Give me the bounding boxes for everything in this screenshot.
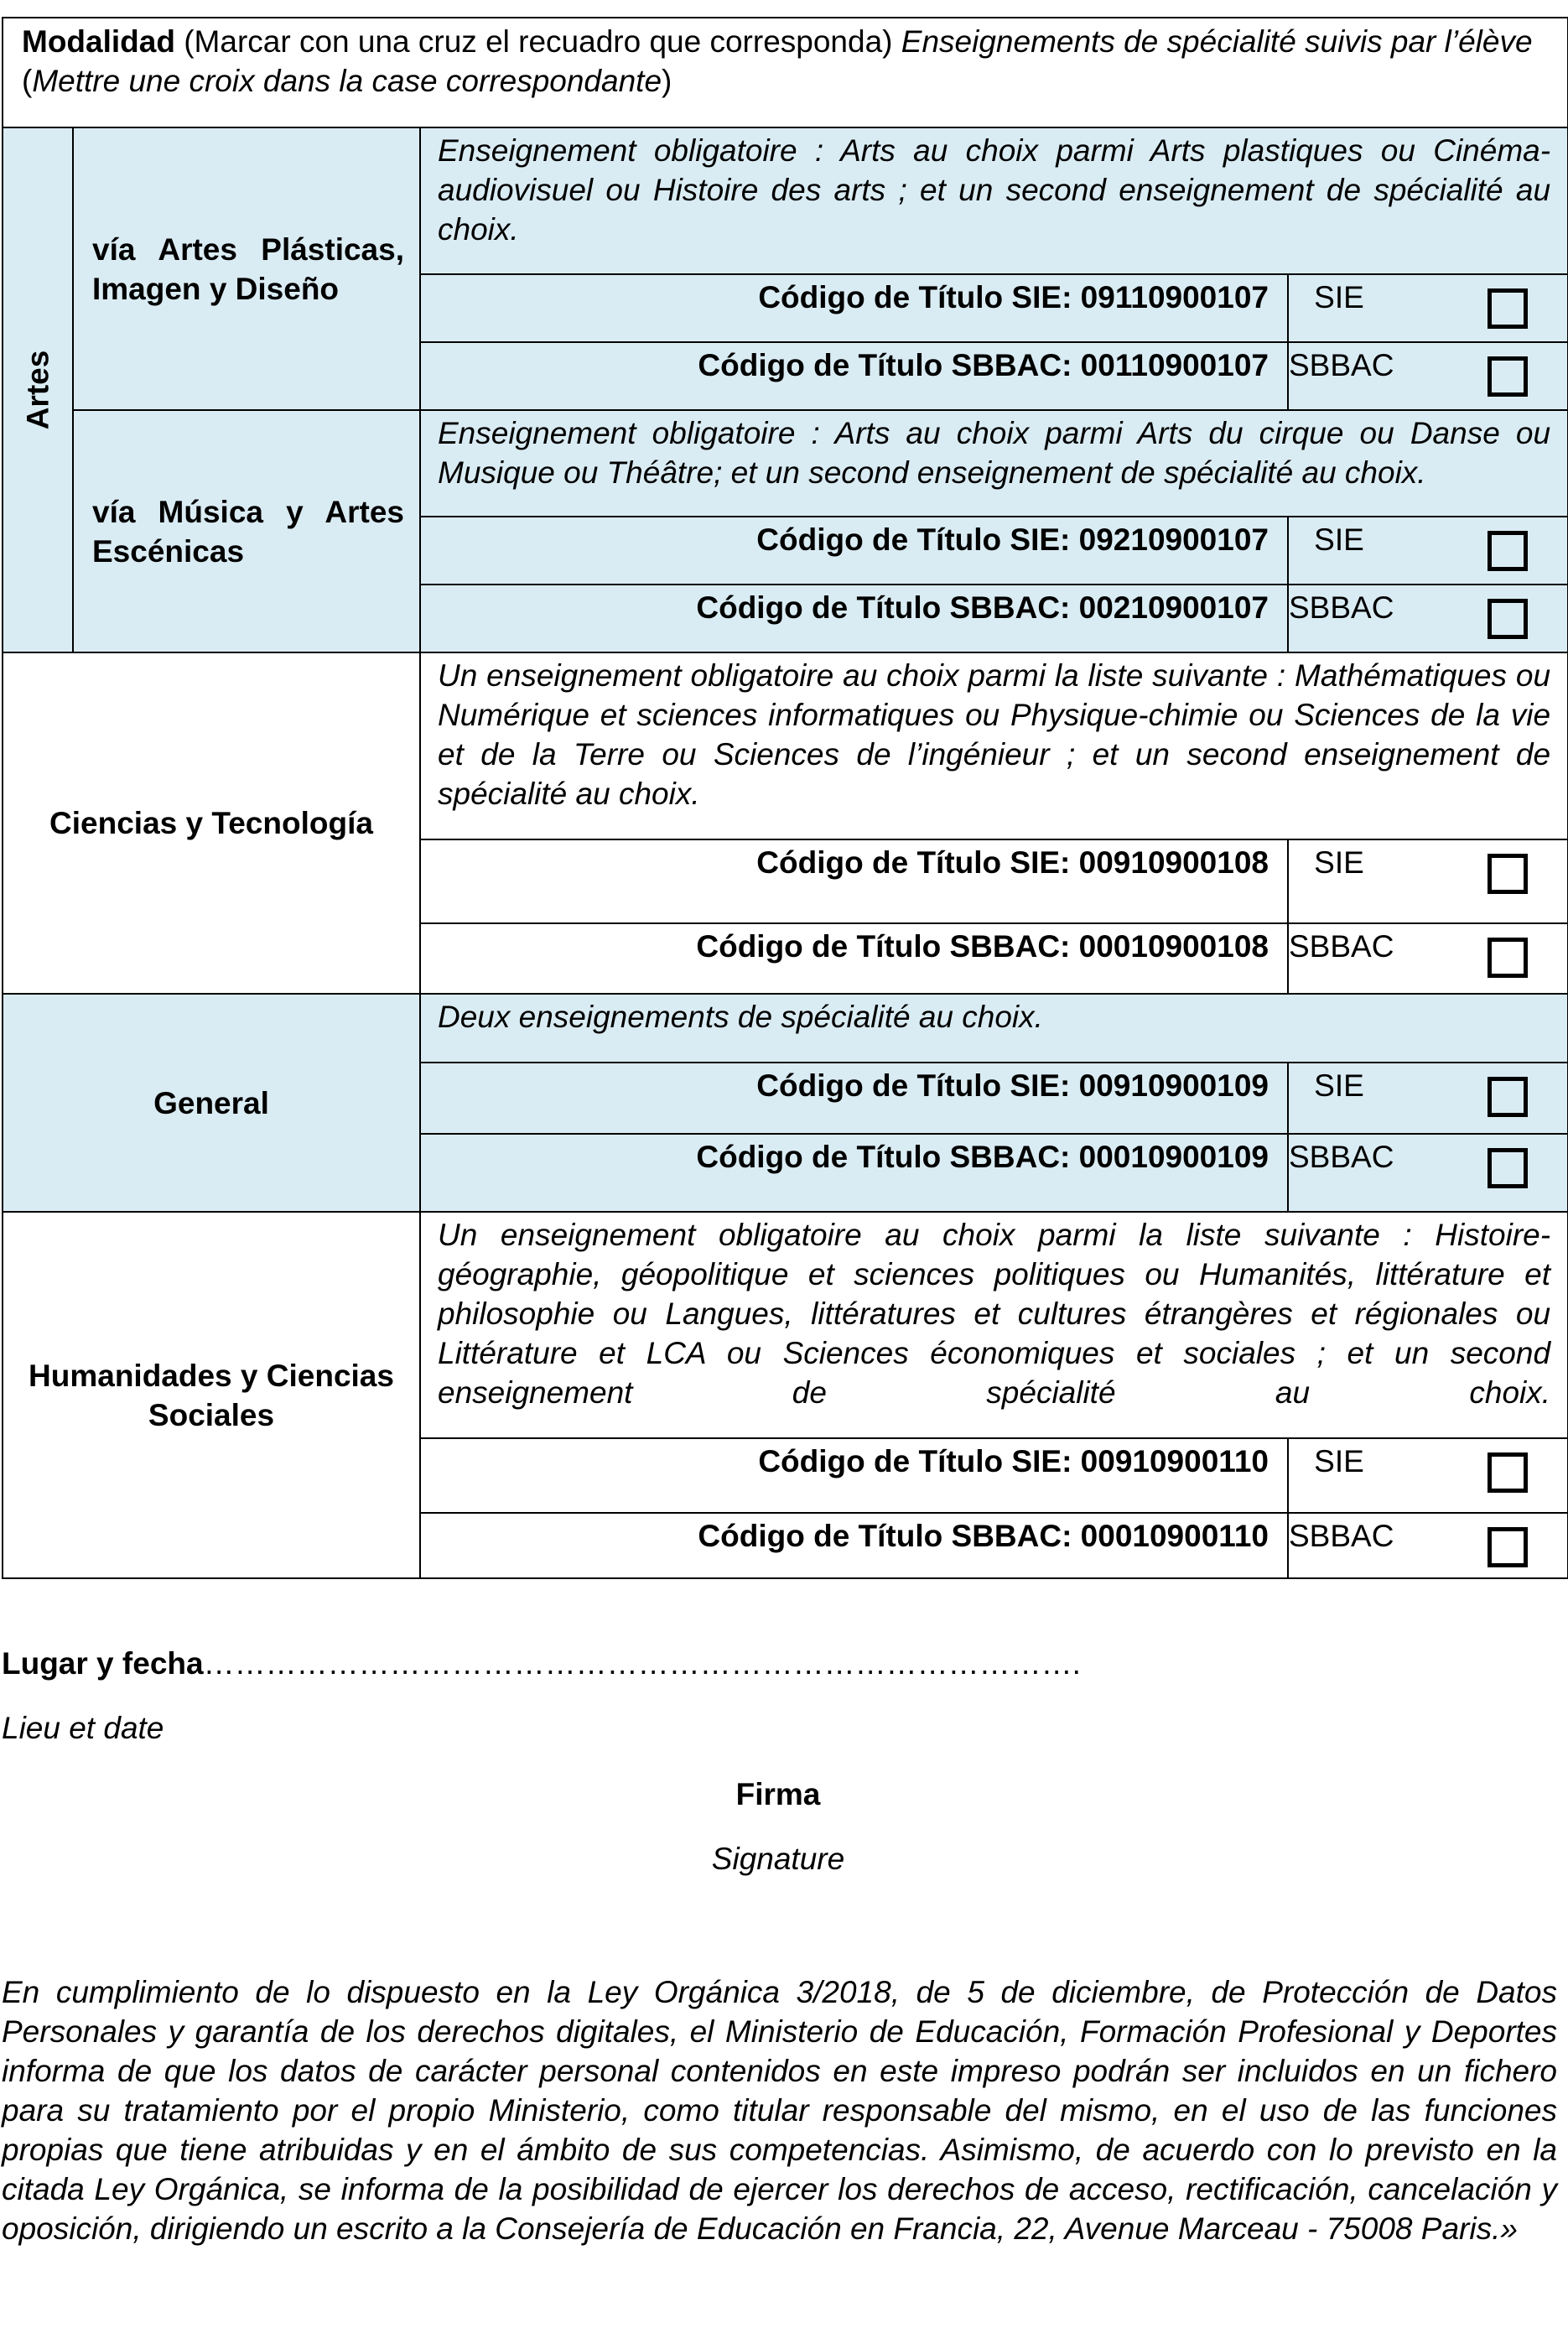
sie-label: SIE: [1314, 1444, 1364, 1478]
humanidades-sbbac-code: Código de Título SBBAC: 00010900110: [420, 1513, 1288, 1578]
artes-plasticas-name: vía Artes Plásticas, Imagen y Diseño: [73, 127, 420, 410]
fr-paren-open: (: [22, 64, 33, 98]
modalidad-table: [2, 17, 1568, 1579]
sie-label: SIE: [1314, 1068, 1364, 1103]
ciencias-description: Un enseignement obligatoire au choix parmi la liste suivante : Mathématiques ou Numérique et sciences informatiques ou Physique-chimie ou Sciences de la vie et de la Terre ou Sciences de l’ingénieur ; et un second enseignement de spécialité au choix.: [420, 652, 1568, 839]
sie-label: SIE: [1314, 845, 1364, 880]
sbbac-label: SBBAC: [1289, 1140, 1394, 1174]
general-sbbac-checkbox[interactable]: [1488, 1148, 1528, 1188]
artes-plasticas-sbbac-option: [1288, 342, 1568, 410]
artes-musica-sie-checkbox[interactable]: [1488, 531, 1528, 571]
artes-plasticas-sie-code: Código de Título SIE: 09110900107: [420, 274, 1288, 342]
sbbac-label: SBBAC: [1289, 590, 1394, 625]
lieu-date-label: Lieu et date: [2, 1711, 164, 1745]
artes-group-cell: [3, 127, 73, 652]
signature-label: Signature: [711, 1842, 845, 1876]
general-name: General: [3, 994, 420, 1212]
artes-musica-sie-option: [1288, 517, 1568, 585]
lugar-dots: ………………………………………………………………………….: [203, 1646, 1081, 1681]
sbbac-label: SBBAC: [1289, 1519, 1394, 1553]
lugar-label: Lugar y fecha: [2, 1646, 204, 1681]
general-sie-option: [1288, 1063, 1568, 1134]
humanidades-sbbac-option: [1288, 1513, 1568, 1578]
artes-musica-sbbac-code: Código de Título SBBAC: 00210900107: [420, 585, 1288, 652]
humanidades-sie-checkbox[interactable]: [1488, 1452, 1528, 1493]
artes-musica-description: Enseignement obligatoire : Arts au choix parmi Arts du cirque ou Danse ou Musique ou Théâtre; et un second enseignement de spécialité au choix.: [420, 410, 1568, 517]
sie-label: SIE: [1314, 522, 1364, 557]
sbbac-label: SBBAC: [1289, 929, 1394, 964]
ciencias-name: Ciencias y Tecnología: [3, 652, 420, 994]
ciencias-sie-option: [1288, 839, 1568, 923]
table-header: [3, 18, 1568, 127]
sie-label: SIE: [1314, 280, 1364, 314]
artes-musica-sie-code: Código de Título SIE: 09210900107: [420, 517, 1288, 585]
sbbac-label: SBBAC: [1289, 348, 1394, 382]
artes-musica-sbbac-checkbox[interactable]: [1488, 599, 1528, 639]
lugar-fecha-line[interactable]: [2, 1644, 1081, 1683]
humanidades-description: Un enseignement obligatoire au choix parmi la liste suivante : Histoire-géographie, géopolitique et sciences politiques ou Humanités, littérature et philosophie ou Langues, littératures et cultures étrangères et régionales ou Littérature et LCA ou Sciences économiques et sociales ; et un second enseignement de spécialité au choix.: [420, 1212, 1568, 1438]
fr-instruction: Mettre une croix dans la case correspondante: [32, 64, 662, 98]
general-description: Deux enseignements de spécialité au choix.: [420, 994, 1568, 1063]
general-sbbac-option: [1288, 1134, 1568, 1212]
ciencias-sie-code: Código de Título SIE: 00910900108: [420, 839, 1288, 923]
artes-musica-name: vía Música y Artes Escénicas: [73, 410, 420, 652]
ciencias-sie-checkbox[interactable]: [1488, 854, 1528, 894]
ciencias-sbbac-option: [1288, 923, 1568, 994]
fr-paren-close: ): [662, 64, 672, 98]
artes-plasticas-sbbac-checkbox[interactable]: [1488, 356, 1528, 397]
artes-plasticas-sie-option: [1288, 274, 1568, 342]
general-sbbac-code: Código de Título SBBAC: 00010900109: [420, 1134, 1288, 1212]
legal-notice: En cumplimiento de lo dispuesto en la Ley Orgánica 3/2018, de 5 de diciembre, de Protección de Datos Personales y garantía de los derechos digitales, el Ministerio de Educación, Formación Profesional y Deportes informa de que los datos de carácter personal contenidos en este impreso podrán ser incluidos en un fichero para su tratamiento por el propio Ministerio, como titular responsable del mismo, en el uso de las funciones propias que tiene atribuidas y en el ámbito de sus competencias. Asimismo, de acuerdo con lo previsto en la citada Ley Orgánica, se informa de la posibilidad de ejercer los derechos de acceso, rectificación, cancelación y oposición, dirigiendo un escrito a la Consejería de Educación en Francia, 22, Avenue Marceau - 75008 Paris.»: [2, 1975, 1557, 2246]
general-sie-code: Código de Título SIE: 00910900109: [420, 1063, 1288, 1134]
general-sie-checkbox[interactable]: [1488, 1077, 1528, 1117]
modalidad-instruction: (Marcar con una cruz el recuadro que corresponda): [174, 24, 901, 59]
fr-title: Enseignements de spécialité suivis par l’élève: [901, 24, 1533, 59]
humanidades-sie-option: [1288, 1438, 1568, 1513]
humanidades-sie-code: Código de Título SIE: 00910900110: [420, 1438, 1288, 1513]
artes-plasticas-sie-checkbox[interactable]: [1488, 288, 1528, 329]
artes-label: Artes: [20, 350, 55, 430]
artes-plasticas-sbbac-code: Código de Título SBBAC: 00110900107: [420, 342, 1288, 410]
modalidad-label: Modalidad: [22, 24, 175, 59]
ciencias-sbbac-code: Código de Título SBBAC: 00010900108: [420, 923, 1288, 994]
humanidades-sbbac-checkbox[interactable]: [1488, 1527, 1528, 1567]
artes-musica-sbbac-option: [1288, 585, 1568, 652]
ciencias-sbbac-checkbox[interactable]: [1488, 938, 1528, 978]
artes-plasticas-description: Enseignement obligatoire : Arts au choix parmi Arts plastiques ou Cinéma-audiovisuel ou Histoire des arts ; et un second enseignement de spécialité au choix.: [420, 127, 1568, 274]
humanidades-name: Humanidades y Ciencias Sociales: [3, 1212, 420, 1578]
firma-label: Firma: [735, 1777, 821, 1811]
